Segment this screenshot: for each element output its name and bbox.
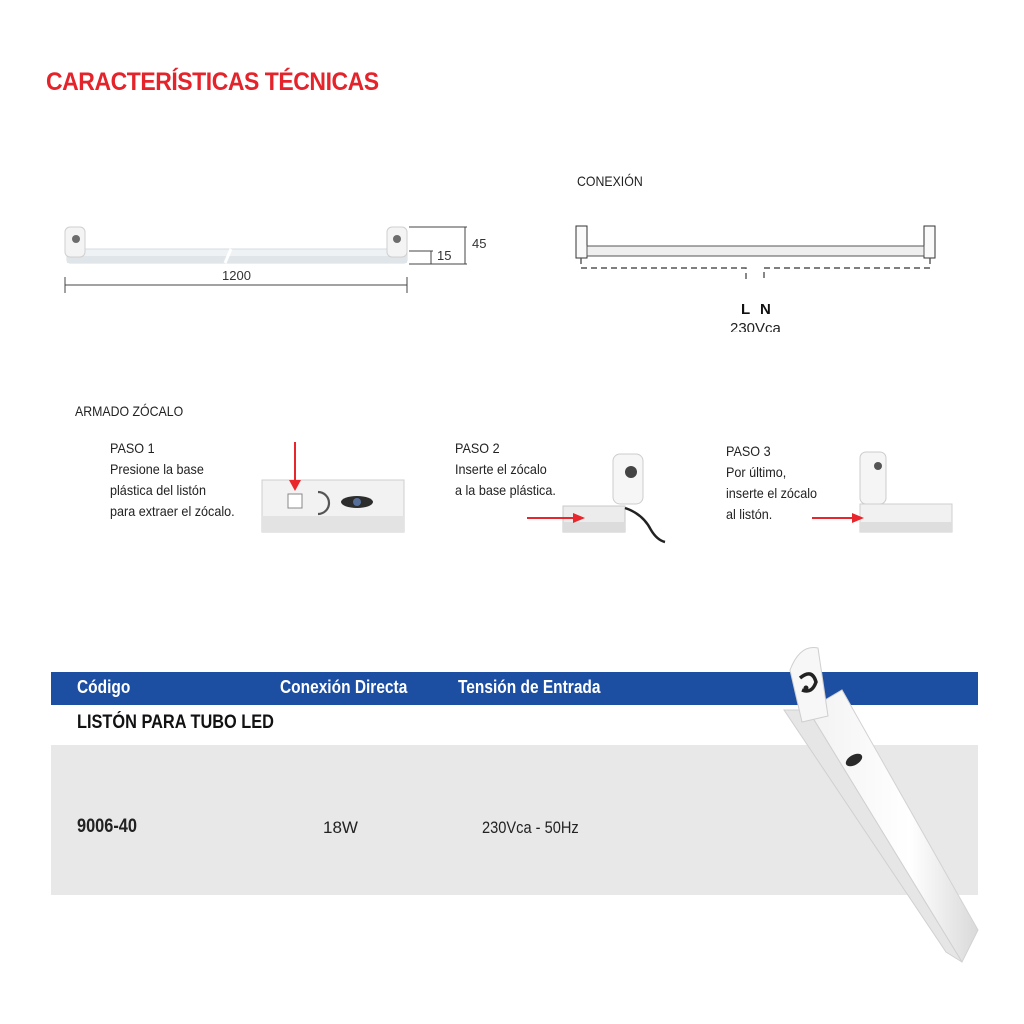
wire-n — [764, 258, 930, 280]
step-1-line-1: Presione la base — [110, 461, 204, 477]
step-2-line-1: Inserte el zócalo — [455, 461, 547, 477]
wire-l — [581, 258, 746, 280]
socket-on-strip — [860, 452, 886, 504]
dimension-15-label: 15 — [437, 248, 452, 263]
tube-outline — [587, 246, 924, 256]
header-direct-connection: Conexión Directa — [280, 677, 408, 697]
left-socket — [576, 226, 587, 258]
step-1-text — [110, 438, 235, 522]
release-tab — [288, 494, 302, 508]
holder-socket-dot — [804, 686, 809, 691]
step-3-line-1: Por último, — [726, 464, 787, 480]
header-input-voltage: Tensión de Entrada — [458, 677, 601, 697]
step-3-line-2: inserte el zócalo — [726, 485, 818, 501]
power-cable — [625, 508, 665, 542]
neutral-label: N — [760, 301, 771, 318]
step-3-image — [810, 448, 955, 538]
strip-body — [808, 690, 978, 962]
right-socket — [924, 226, 935, 258]
left-holder-socket — [72, 235, 80, 243]
product-name: LISTÓN PARA TUBO LED — [77, 712, 274, 733]
voltage-label-clip — [730, 318, 790, 332]
step-2-image — [525, 450, 685, 545]
socket-holder — [613, 454, 643, 504]
dimension-1200-label: 1200 — [222, 268, 251, 283]
step-3-text — [726, 441, 817, 525]
socket-holder-hole — [625, 466, 637, 478]
header-code: Código — [77, 677, 131, 697]
step-3-line-3: al listón. — [726, 506, 773, 522]
socket-on-strip-hole — [874, 462, 882, 470]
product-voltage: 230Vca - 50Hz — [482, 818, 579, 837]
plastic-base-shadow — [563, 522, 625, 532]
step-1-image — [258, 436, 408, 540]
page-title: CARACTERÍSTICAS TÉCNICAS — [46, 68, 379, 96]
step-1-line-3: para extraer el zócalo. — [110, 503, 235, 519]
product-photo — [770, 630, 990, 970]
assembly-title: ARMADO ZÓCALO — [75, 403, 184, 419]
step-1-heading: PASO 1 — [110, 440, 155, 456]
dimension-drawing — [55, 215, 500, 305]
step-2-heading: PASO 2 — [455, 440, 500, 456]
plate-edge — [262, 516, 404, 532]
product-code: 9006-40 — [77, 816, 137, 837]
step-1-line-2: plástica del listón — [110, 482, 206, 498]
step-3-heading: PASO 3 — [726, 443, 771, 459]
product-power: 18W — [323, 818, 358, 837]
step-2-line-2: a la base plástica. — [455, 482, 556, 498]
connection-title: CONEXIÓN — [577, 173, 643, 189]
dimension-45-label: 45 — [472, 236, 487, 251]
strip-end-shadow — [860, 522, 952, 532]
live-label: L — [741, 301, 751, 318]
tube-shadow — [67, 256, 407, 263]
keyhole-center — [353, 498, 361, 506]
voltage-label: 230Vca — [730, 320, 781, 332]
right-holder-socket — [393, 235, 401, 243]
connection-diagram — [570, 220, 950, 280]
